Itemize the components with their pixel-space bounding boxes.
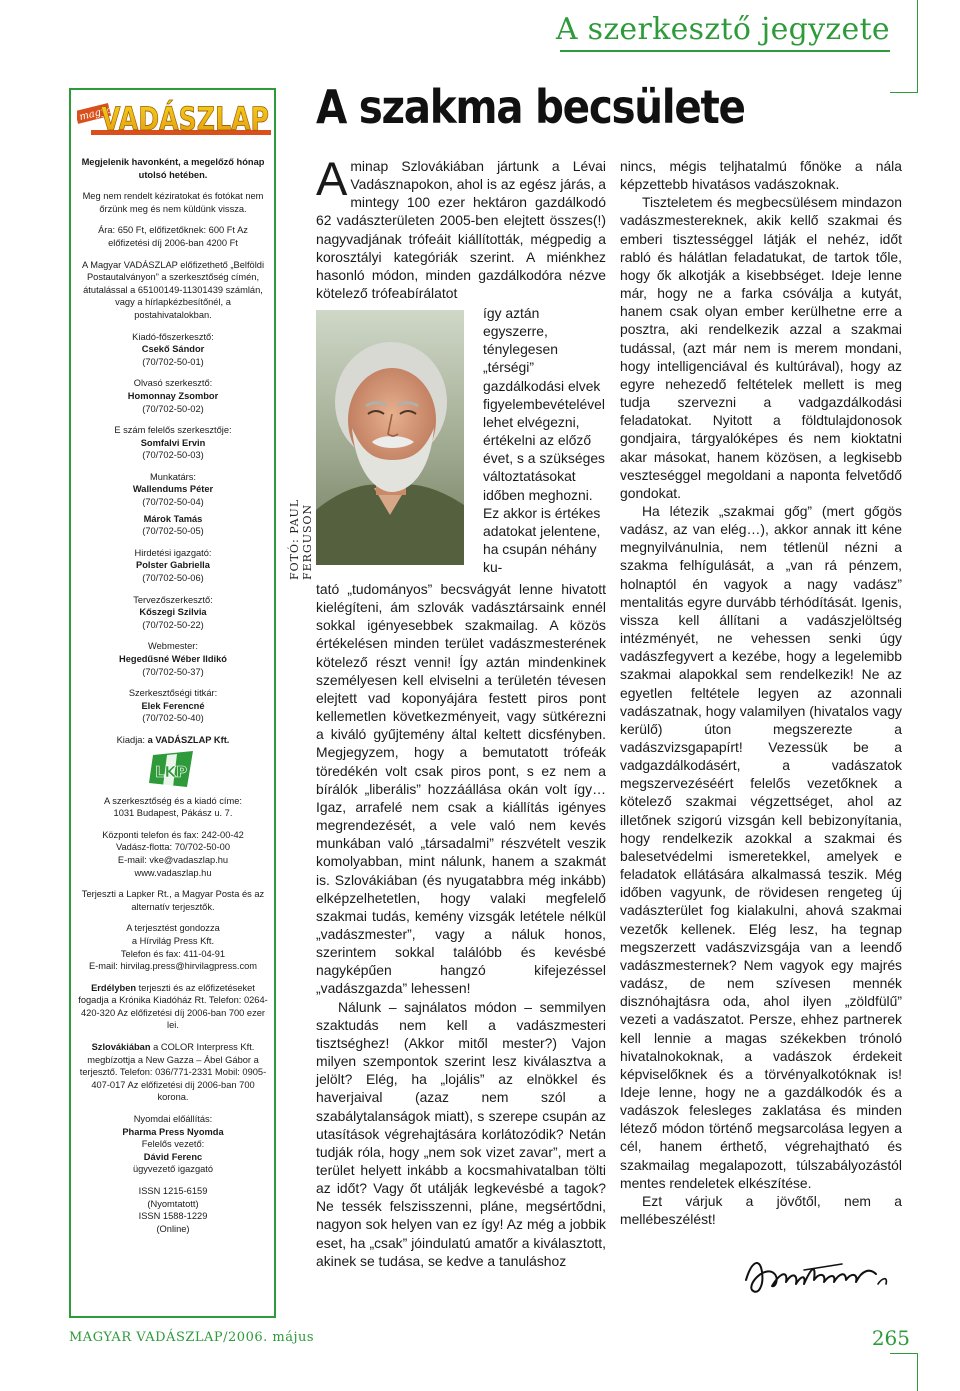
article-paragraph-1-lead: [316, 152, 606, 302]
staff-phone: (70/702-50-03): [142, 450, 204, 461]
alt-distribution-line: E-mail: hirvilag.press@hirvilagpress.com: [88, 961, 258, 972]
staff-name: Csekő Sándor: [141, 344, 205, 355]
footer-vertical-rule: [917, 1353, 918, 1391]
staff-phone: (70/702-50-05): [142, 526, 204, 537]
staff-role: Kiadó-főszerkesztő:: [132, 331, 214, 342]
article-paragraph-5: Ha létezik „szakmai gőg” (mert gőgös vadász, az van elég…), akkor annak itt kéne megnyilvánulnia, nem tétlenül nézni a szakma felhígulását, a „van rá pénzem, holnaptól én vagyok a nagy vadász” mentalitás egyre durvább térhódítását. Igenis, vissza kell állítani a vadászjelöltség intézményét, ne vehessen senki úgy vadászfegyvert a kezébe, hogy a legelemibb szakmai alapokkal sem rendelkezik! Ne az egyetlen feltétele legyen az azonnali vadászatnak, hogy valamilyen (hivatalos vagy kerülő) úton megszerezte a vadászvizsgapapírt! Vezessük be a vadgazdálkodásért, a vadászatok megszervezéséért felelős vezetőknek a kötelező szakmai végzettséget, ahol az illetőnek szigorú vizsgán kell bebizonyítania, hogy rendelkezik azokkal a szakmai és balesetvédelmi ismeretekkel, amelyek e feladatok ellátására alkalmassá teszik. Még időben vagyunk, de rövidesen rengeteg új vadászterület fog kialakulni, ahová szakmai vezetők kellenek. Elég lesz, ha tegnap megszerzett vadászvizsgája van a leendő vadászmesternek? Nem vagyok egy majrés vadász, de nem szívesen mennék disznóhajtásra oda, ahol ilyen „zöldfülű” vezeti a vadászatot. Persze, ehhez partnerek kell lennie a magas székekben trónoló hivatalnokoknak, a vadászok érdekeit képviselőknek és a törvényalkotóknak is! Ideje lenne, hogy ne a gazdálkodók és a vadászok felesleges zaklatása és minden létező módon történő megsarcolása legyen a cél, hanem érthető, végrehajtható és szakmailag megalapozott, túlszabályozástól mentes rendeletek elkészítése.: [620, 502, 902, 1191]
lkp-logo-text: LKP: [155, 762, 188, 781]
staff-entry: [77, 424, 269, 462]
email-address: E-mail: vke@vadaszlap.hu: [117, 854, 229, 865]
logo-small-text: magyar: [78, 103, 119, 124]
staff-phone: (70/702-50-04): [142, 497, 204, 508]
staff-name: Homonnay Zsombor: [127, 390, 219, 401]
article-column-1-top: [316, 152, 606, 302]
header-vertical-rule: [917, 0, 918, 92]
article-paragraph-2: Nálunk – sajnálatos módon – semmilyen szaktudás nem kell a vadászmesteri tisztséghez! (Akkor mitől mester?) Vajon milyen szempontok szerint lesz kiválasztva a jelölt? Elég, ha „lojális” az elnökkel és haverjaival (azaz nem szól a szabálytalanságok miatt), s szerepe csupán az utasítások végrehajtására korlátozódik? Netán tudják róla, hogy „nem sok vizet zavar”, mert a terület helyett inkább a kocsmahivatalban tölti az időt? Vagy őt utálják legkevésbé a tagok? Ne tessék felszisszenni, pláne, megsértődni, nagyon sok helyen van ez így! Az még a jobbik eset, ha „csak” jóindulatú amatőr a kiválasztott, akinek se tudása, se kedve a tanuláshoz: [316, 998, 606, 1269]
staff-entry: [77, 513, 269, 538]
print-manager-name: Dávid Ferenc: [143, 1151, 203, 1162]
issn-block: [77, 1185, 269, 1235]
staff-name: Somfalvi Ervin: [140, 437, 206, 448]
szlovakia-label: Szlovákiában: [91, 1042, 151, 1053]
staff-name: Polster Gabriella: [136, 560, 210, 571]
contact-block: [77, 829, 269, 879]
staff-list: [77, 331, 269, 725]
publisher-prefix: Kiadja:: [116, 734, 148, 745]
article-paragraph-4: Tiszteletem és megbecsülésem mindazon vadászmestereknek, akik kellő szakmai és emberi tisztességgel látják el nehéz, időt rabló és hálátlan feladatukat, de tartok tőle, hogy ők alkotják a kisebbséget. Ideje lenne már, hogy ne a farka csóválja a kutyát, hanem csak olyan ember kerülhetne erre a posztra, aki rendelkezik azzal a szakmai tudással, (azt már nem is merem mondani, hogy intelligenciával és kultúrával), hogy az egyre nehezedő feltételek mellett is meg tudja szervezni a vadgazdálkodási feladatokat. Nyitott a földtulajdonosok gondjaira, tárgyalóképes és nem kioktatni akar másokat, hanem közösen, a legkisebb veszteséggel megoldani a naponta felvetődő gondokat.: [620, 194, 902, 501]
section-title: A szerkesztő jegyzete: [555, 12, 890, 47]
print-label: Nyomdai előállítás:: [133, 1114, 213, 1125]
erdely-text: terjeszti és az előfizetéseket fogadja a Krónika Kiadóház Rt. Telefon: 0264-420-320 Az előfizetési díj 2006-ban 700 ezer lei.: [78, 982, 268, 1031]
szlovakia-distribution: [77, 1041, 269, 1104]
staff-name: Wallendums Péter: [132, 484, 214, 495]
manuscript-notice: Meg nem rendelt kéziratokat és fotókat nem őrzünk meg és nem küldünk vissza.: [82, 191, 264, 214]
article-paragraph-1-rest: tató „tudományos” becsvágyát lenne hivatott kielégíteni, ám szlovák vadásztársaink ennél sokkal igényesebbek szakmailag. A közös értékelésen minden terület vadászmesterének kötelező részt venni! Így aztán mindenkinek személyesen kell elviselni a területén tévesen elejtett vad koponyájára festett piros pont kellemetlen következményeit, vagy sütkérezni a kiváló gyűjtemény által keltett dicsfényben. Megjegyzem, hogy a bemutatott trófeák töredékén volt csak piros pont, s ez nem a bírálók „liberális” hozzáállása okán volt így… Igaz, arrafelé nem csak a kiállítás igényes megrendezését, a vele való nem kevés munkában való „társadalmi” részvételt veszik komolyabban, mint nálunk, hanem a szakmát is. Szlovákiában (és nyugatabbra még inkább) elképzelhetetlen, hogy valaki megfelelő szakmai tudás, kemény vizsgák letétele nélkül „vadászmester”, vagy a náluk honos, szerintem sokkal találóbb és kevésbé nagyképűen hangzó kifejezéssel „vadászgazda” lehessen!: [316, 581, 606, 997]
staff-name: Márok Tamás: [143, 513, 203, 524]
page-number: 265: [871, 1326, 910, 1350]
szlovakia-text: a COLOR Interpress Kft. megbízottja a New Gazza – Ábel Gábor a terjesztő. Telefon: 036/771-2331 Mobil: 0905-407-017 Az előfizetési díj 2006-ban 700 korona.: [79, 1042, 267, 1103]
staff-role: Hirdetési igazgató:: [134, 547, 212, 558]
staff-phone: (70/702-50-22): [142, 619, 204, 630]
staff-phone: (70/702-50-01): [142, 356, 204, 367]
erdely-label: Erdélyben: [91, 982, 137, 993]
paragraph-text: minap Szlovákiában jártunk a Lévai Vadásznapokon, ahol is az egész járás, a mintegy 100 ezer hektáron gazdálkodó 62 vadászterületen 2005-ben elejtett összes(!) nagyvadjának trófeáit kiállították, mégpedig a korosztályi kategóriák szerint. A miénkhez hasonló módon, minden gazdálkodóra nézve kötelező trófeabírálatot: [316, 158, 606, 302]
article-column-2: [620, 157, 902, 1228]
price-info: Ára: 650 Ft, előfizetőknek: 600 Ft Az előfizetési díj 2006-ban 4200 Ft: [98, 225, 248, 248]
erdely-distribution: [77, 982, 269, 1032]
staff-entry: [77, 471, 269, 509]
alt-distribution-line: Telefon és fax: 411-04-91: [120, 948, 226, 959]
staff-role: Webmester:: [148, 641, 198, 652]
issn-line: (Online): [156, 1223, 190, 1234]
publication-frequency: Megjelenik havonként, a megelőző hónap utolsó hetében.: [81, 157, 265, 180]
staff-name: Hegedűsné Wéber Ildikó: [119, 654, 227, 664]
article-column-1-bottom: [316, 580, 606, 1270]
photo-credit: FOTÓ: PAUL FERGUSON: [288, 498, 314, 580]
alt-distribution-line: A terjesztést gondozza: [126, 923, 220, 934]
staff-name: Kőszegi Szilvia: [139, 607, 207, 618]
lkp-logo: [147, 749, 199, 789]
issn-line: (Nyomtatott): [147, 1198, 199, 1209]
magazine-issue-footer: MAGYAR VADÁSZLAP/2006. május: [69, 1330, 315, 1345]
print-manager-label: Felelős vezető:: [141, 1139, 205, 1150]
masthead-box: [69, 88, 276, 1318]
print-name: Pharma Press Nyomda: [122, 1126, 224, 1137]
staff-role: Olvasó szerkesztő:: [133, 378, 213, 389]
staff-role: Munkatárs:: [150, 471, 196, 482]
article-paragraph-6: Ezt várjuk a jövőtől, nem a mellébeszélést!: [620, 1192, 902, 1228]
publisher-name: a VADÁSZLAP Kft.: [147, 734, 230, 745]
author-portrait-photo: [316, 310, 464, 565]
central-phone: Központi telefon és fax: 242-00-42: [102, 829, 244, 840]
staff-entry: [77, 377, 269, 415]
header-rule: [560, 50, 890, 52]
staff-name: Elek Ferencné: [141, 700, 205, 711]
article-title: A szakma becsülete: [316, 80, 745, 134]
printing-block: [77, 1113, 269, 1176]
staff-entry: [77, 547, 269, 585]
article-paragraph-3: nincs, mégis teljhatalmú főnöke a nála képzettebb hivatásos vadászoknak.: [620, 158, 902, 193]
publisher-line: [77, 734, 269, 747]
footer-corner-rule: [890, 1353, 918, 1354]
staff-phone: (70/702-50-37): [142, 666, 204, 677]
staff-role: E szám felelős szerkesztője:: [114, 425, 232, 436]
fleet-phone: Vadász-flotta: 70/702-50-00: [115, 842, 231, 853]
staff-entry: [77, 331, 269, 369]
issn-line: ISSN 1588-1229: [138, 1211, 208, 1222]
alt-distribution-block: [77, 922, 269, 972]
issn-line: ISSN 1215-6159: [138, 1186, 208, 1196]
masthead-text: [77, 156, 269, 1244]
dropcap: A: [316, 152, 348, 205]
header-corner-rule: [890, 92, 918, 93]
staff-phone: (70/702-50-02): [142, 403, 204, 414]
staff-role: Szerkesztőségi titkár:: [128, 688, 218, 699]
staff-phone: (70/702-50-40): [142, 713, 204, 724]
staff-phone: (70/702-50-06): [142, 573, 204, 584]
address-label: A szerkesztőség és a kiadó címe:: [104, 795, 242, 806]
address-block: [77, 795, 269, 820]
distribution-info: Terjeszti a Lapker Rt., a Magyar Posta és az alternatív terjesztők.: [81, 889, 265, 912]
website: www.vadaszlap.hu: [134, 867, 212, 878]
staff-entry: [77, 640, 269, 678]
address: 1031 Budapest, Pákász u. 7.: [113, 808, 233, 819]
staff-role: Tervezőszerkesztő:: [133, 594, 213, 605]
subscription-info: A Magyar VADÁSZLAP előfizethető „Belföldi Postautalványon” a szerkesztőség címén, átutalással a 65100149-11301439 számlán, vagy a hírlapkézbesítőnél, a postahivatalokban.: [81, 259, 265, 320]
editor-signature: [742, 1250, 892, 1302]
article-column-1-photo-wrap: [483, 304, 606, 576]
print-manager-role: ügyvezető igazgató: [132, 1164, 214, 1175]
magazine-logo: [77, 94, 272, 138]
article-paragraph-1-wrap: így aztán egyszerre, ténylegesen „térségi” gazdálkodási elvek figyelembevételével lehet elvégezni, értékelni az előző évet, s a szükséges változtatásokat időben meghozni. Ez akkor is értékes adatokat jelentene, ha csupán néhány ku-: [483, 305, 605, 576]
staff-entry: [77, 687, 269, 725]
logo-main-text: VADÁSZLAP: [101, 100, 269, 138]
alt-distribution-line: a Hírvilág Press Kft.: [131, 935, 215, 946]
staff-entry: [77, 594, 269, 632]
